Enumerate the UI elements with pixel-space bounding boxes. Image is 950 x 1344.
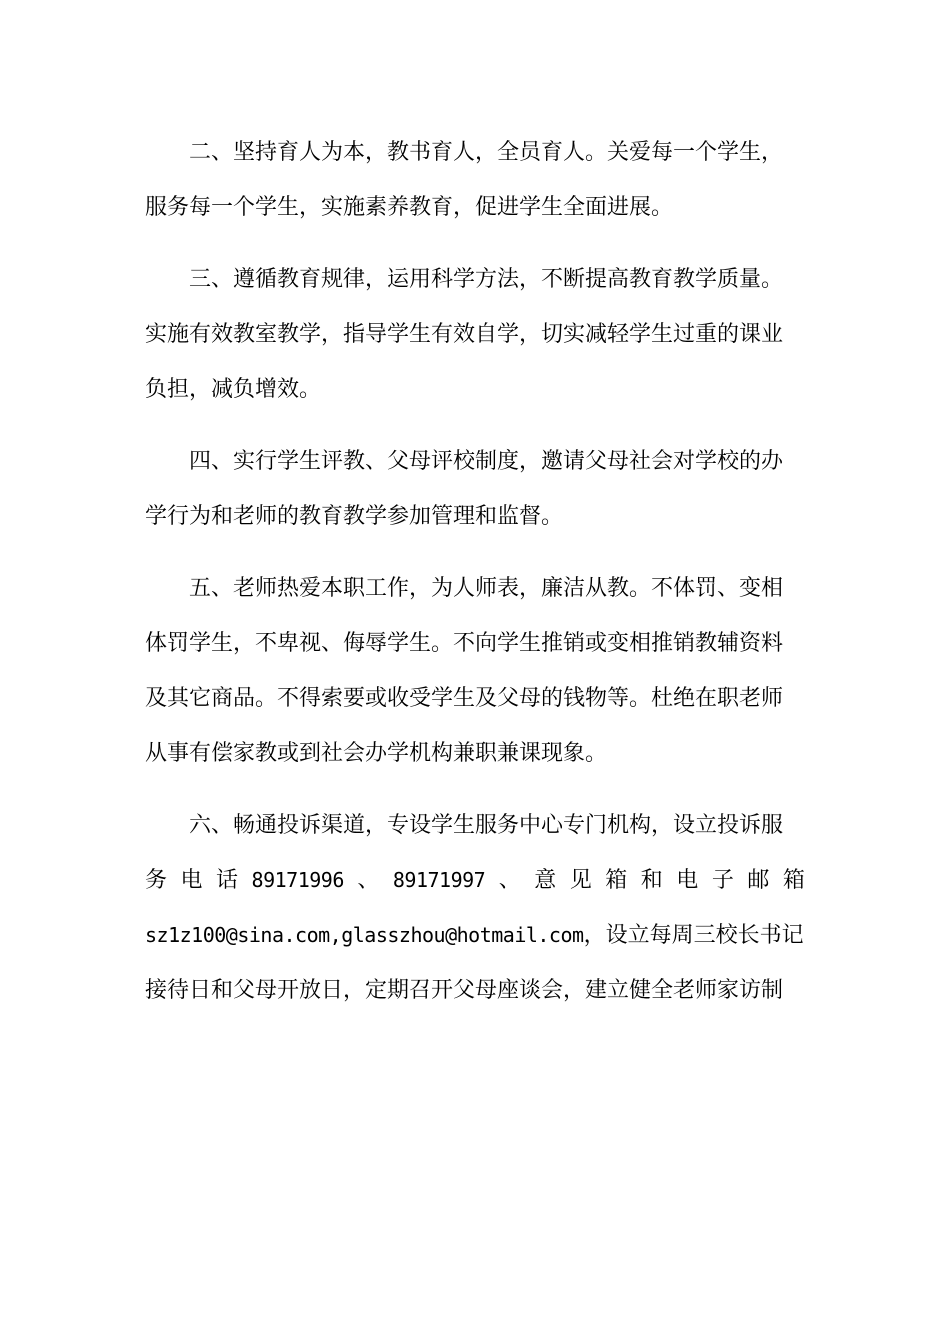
text-line: 服务每一个学生，实施素养教育，促进学生全面进展。 <box>145 195 674 220</box>
phone-number: 89171996 <box>251 868 344 892</box>
spread-token: 务 <box>145 868 168 893</box>
text-line: 四、实行学生评教、父母评校制度，邀请父母社会对学校的办 <box>189 449 784 474</box>
email-text-line <box>145 908 805 963</box>
spread-token: 话 <box>216 868 239 893</box>
text-line: 及其它商品。不得索要或收受学生及父母的钱物等。杜绝在职老师 <box>145 686 784 711</box>
text-line: 实施有效教室教学，指导学生有效自学，切实减轻学生过重的课业 <box>145 322 784 347</box>
text-line: 体罚学生，不卑视、侮辱学生。不向学生推销或变相推销教辅资料 <box>145 631 784 656</box>
spread-token: 箱 <box>782 868 805 893</box>
text-line: 三、遵循教育规律，运用科学方法，不断提高教育教学质量。 <box>189 267 784 292</box>
text-line: 接待日和父母开放日，定期召开父母座谈会，建立健全老师家访制 <box>145 978 784 1003</box>
paragraph-5 <box>145 561 805 781</box>
text-line: 五、老师热爱本职工作，为人师表，廉洁从教。不体罚、变相 <box>189 576 784 601</box>
text-line: 从事有偿家教或到社会办学机构兼职兼课现象。 <box>145 741 608 766</box>
text-line: 负担，减负增效。 <box>145 377 322 402</box>
spread-token: 见 <box>569 868 592 893</box>
paragraph-3 <box>145 252 805 417</box>
text-line: 学行为和老师的教育教学参加管理和监督。 <box>145 504 564 529</box>
document-body <box>145 125 805 1018</box>
spread-token: 、 <box>498 868 521 893</box>
spread-text-line <box>145 853 805 908</box>
paragraph-4 <box>145 434 805 544</box>
spread-token: 箱 <box>605 868 628 893</box>
spread-token: 、 <box>357 868 380 893</box>
paragraph-2 <box>145 125 805 235</box>
text-line: 二、坚持育人为本，教书育人，全员育人。关爱每一个学生， <box>189 140 784 165</box>
spread-token: 意 <box>534 868 557 893</box>
text-line: 六、畅通投诉渠道，专设学生服务中心专门机构，设立投诉服 <box>189 813 784 838</box>
spread-token: 电 <box>180 868 203 893</box>
spread-token: 邮 <box>747 868 770 893</box>
spread-token: 和 <box>640 868 663 893</box>
phone-number: 89171997 <box>392 868 486 892</box>
text-fragment: ，设立每周三校长书记 <box>583 923 804 948</box>
paragraph-6 <box>145 798 805 1018</box>
spread-token: 子 <box>711 868 734 893</box>
email-addresses: sz1z100@sina.com,glasszhou@hotmail.com <box>145 923 584 947</box>
spread-token: 电 <box>676 868 699 893</box>
